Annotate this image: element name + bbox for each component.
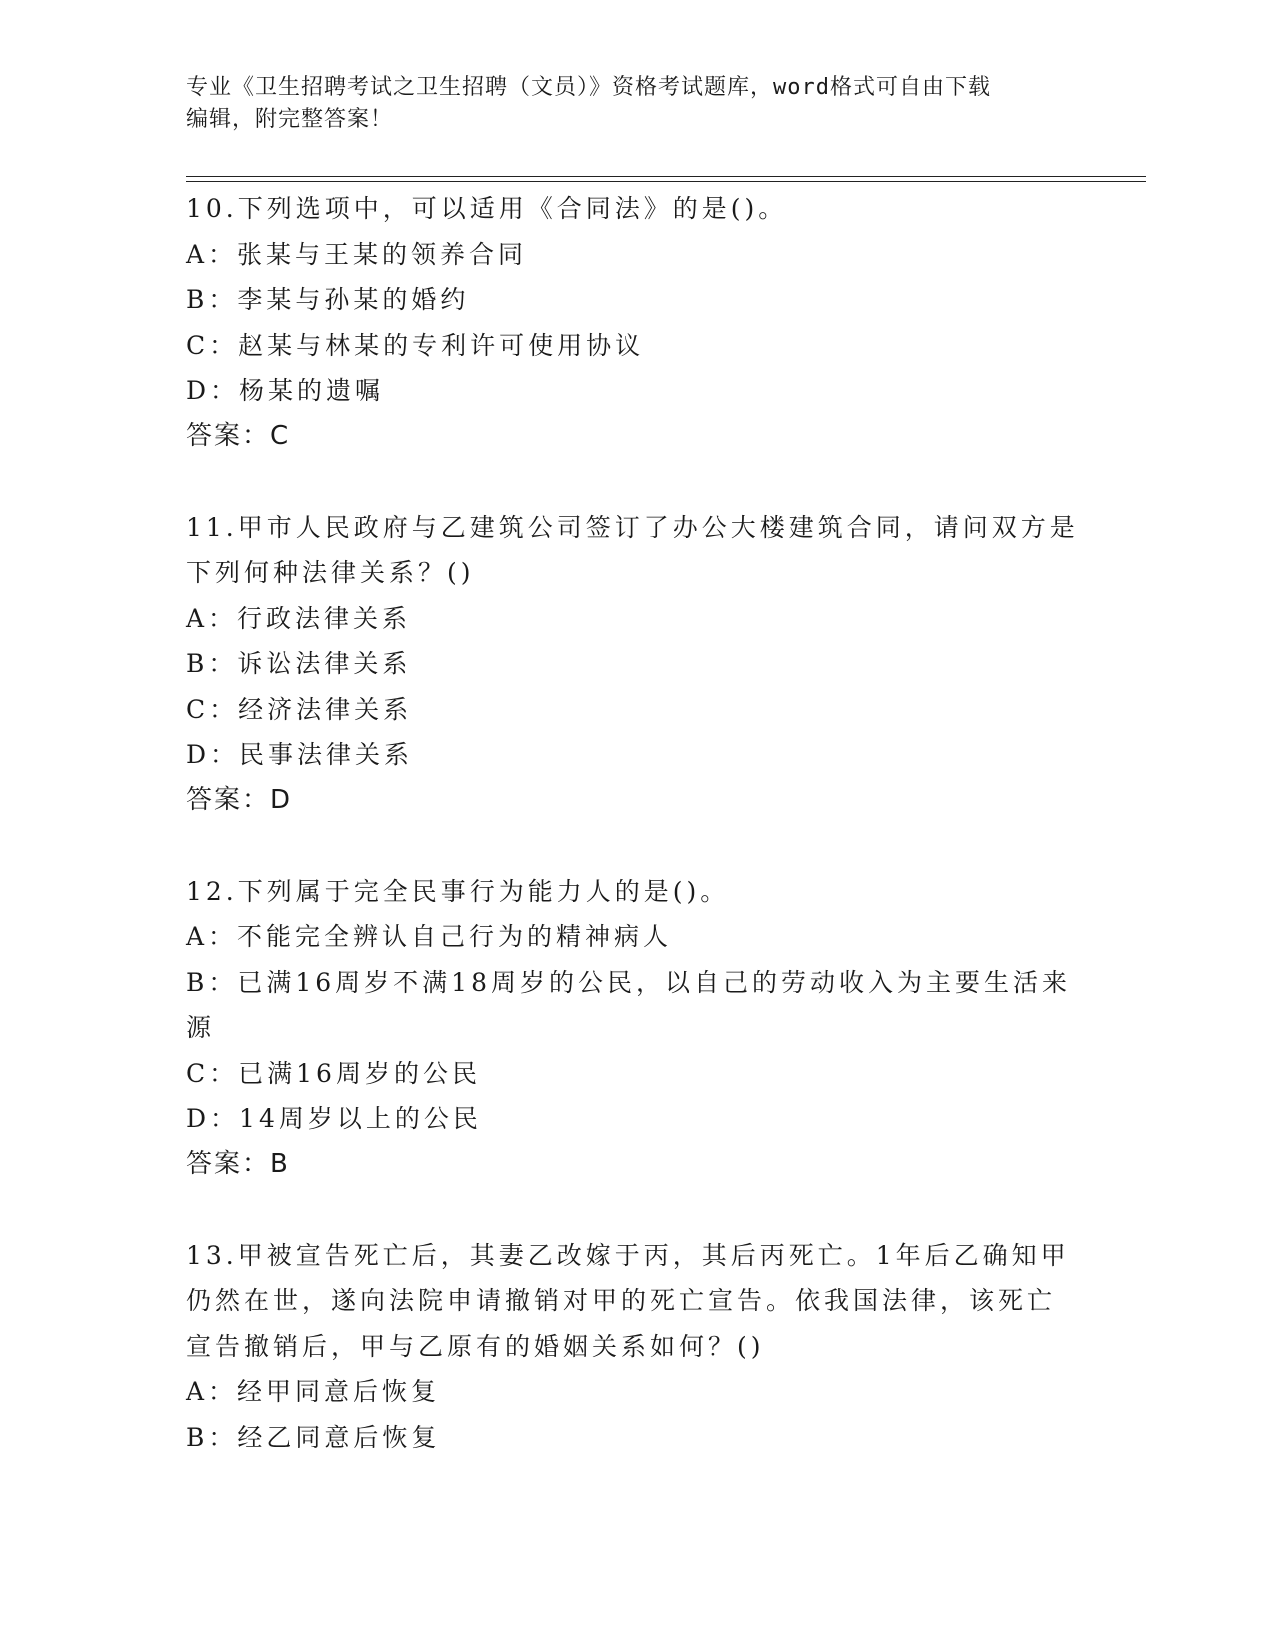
question-spacer (186, 459, 1066, 505)
option-b: B：诉讼法律关系 (186, 649, 412, 678)
question-stem: 11.甲市人民政府与乙建筑公司签订了办公大楼建筑合同，请问双方是 (186, 512, 1079, 542)
question-stem: 12.下列属于完全民事行为能力人的是()。 (186, 876, 730, 906)
header-line-1: 专业《卫生招聘考试之卫生招聘（文员）》资格考试题库，word格式可自由下载 (186, 75, 991, 100)
option-b: B：经乙同意后恢复 (186, 1422, 441, 1452)
option-b: B：已满16周岁不满18周岁的公民，以自己的劳动收入为主要生活来 (186, 967, 1071, 997)
question-block (186, 1233, 1070, 1461)
option-b-continued: 源 (186, 1013, 216, 1042)
option-d: D：民事法律关系 (186, 740, 414, 769)
question-stem: 13.甲被宣告死亡后，其妻乙改嫁于丙，其后丙死亡。1年后乙确知甲 (186, 1240, 1070, 1270)
option-c: C：赵某与林某的专利许可使用协议 (186, 330, 645, 360)
question-stem-continued: 仍然在世，遂向法院申请撤销对甲的死亡宣告。依我国法律，该死亡 (186, 1286, 1057, 1315)
question-stem-continued: 宣告撤销后，甲与乙原有的婚姻关系如何？() (186, 1331, 765, 1361)
question-stem-continued: 下列何种法律关系？() (186, 558, 475, 587)
option-a: A：不能完全辨认自己行为的精神病人 (186, 922, 673, 951)
header-divider-top (186, 176, 1146, 177)
answer-line: 答案：B (186, 1148, 290, 1179)
header-line-2: 编辑，附完整答案！ (186, 107, 394, 132)
option-a: A：张某与王某的领养合同 (186, 239, 528, 269)
answer-line: 答案：C (186, 420, 291, 451)
option-d: D：14周岁以上的公民 (186, 1104, 482, 1133)
option-d: D：杨某的遗嘱 (186, 376, 385, 405)
option-c: C：已满16周岁的公民 (186, 1058, 481, 1088)
question-stem: 10.下列选项中，可以适用《合同法》的是()。 (186, 194, 788, 223)
question-block (186, 186, 1066, 459)
option-a: A：经甲同意后恢复 (186, 1377, 441, 1406)
question-spacer (186, 823, 1066, 869)
question-block (186, 505, 1079, 824)
question-list (186, 186, 1079, 1460)
answer-line: 答案：D (186, 784, 293, 815)
option-b: B：李某与孙某的婚约 (186, 285, 470, 314)
question-spacer (186, 1187, 1066, 1233)
option-a: A：行政法律关系 (186, 603, 412, 633)
header-divider-bottom (186, 181, 1146, 182)
option-c: C：经济法律关系 (186, 694, 413, 724)
question-block (186, 869, 1071, 1188)
document-header (186, 72, 1066, 136)
